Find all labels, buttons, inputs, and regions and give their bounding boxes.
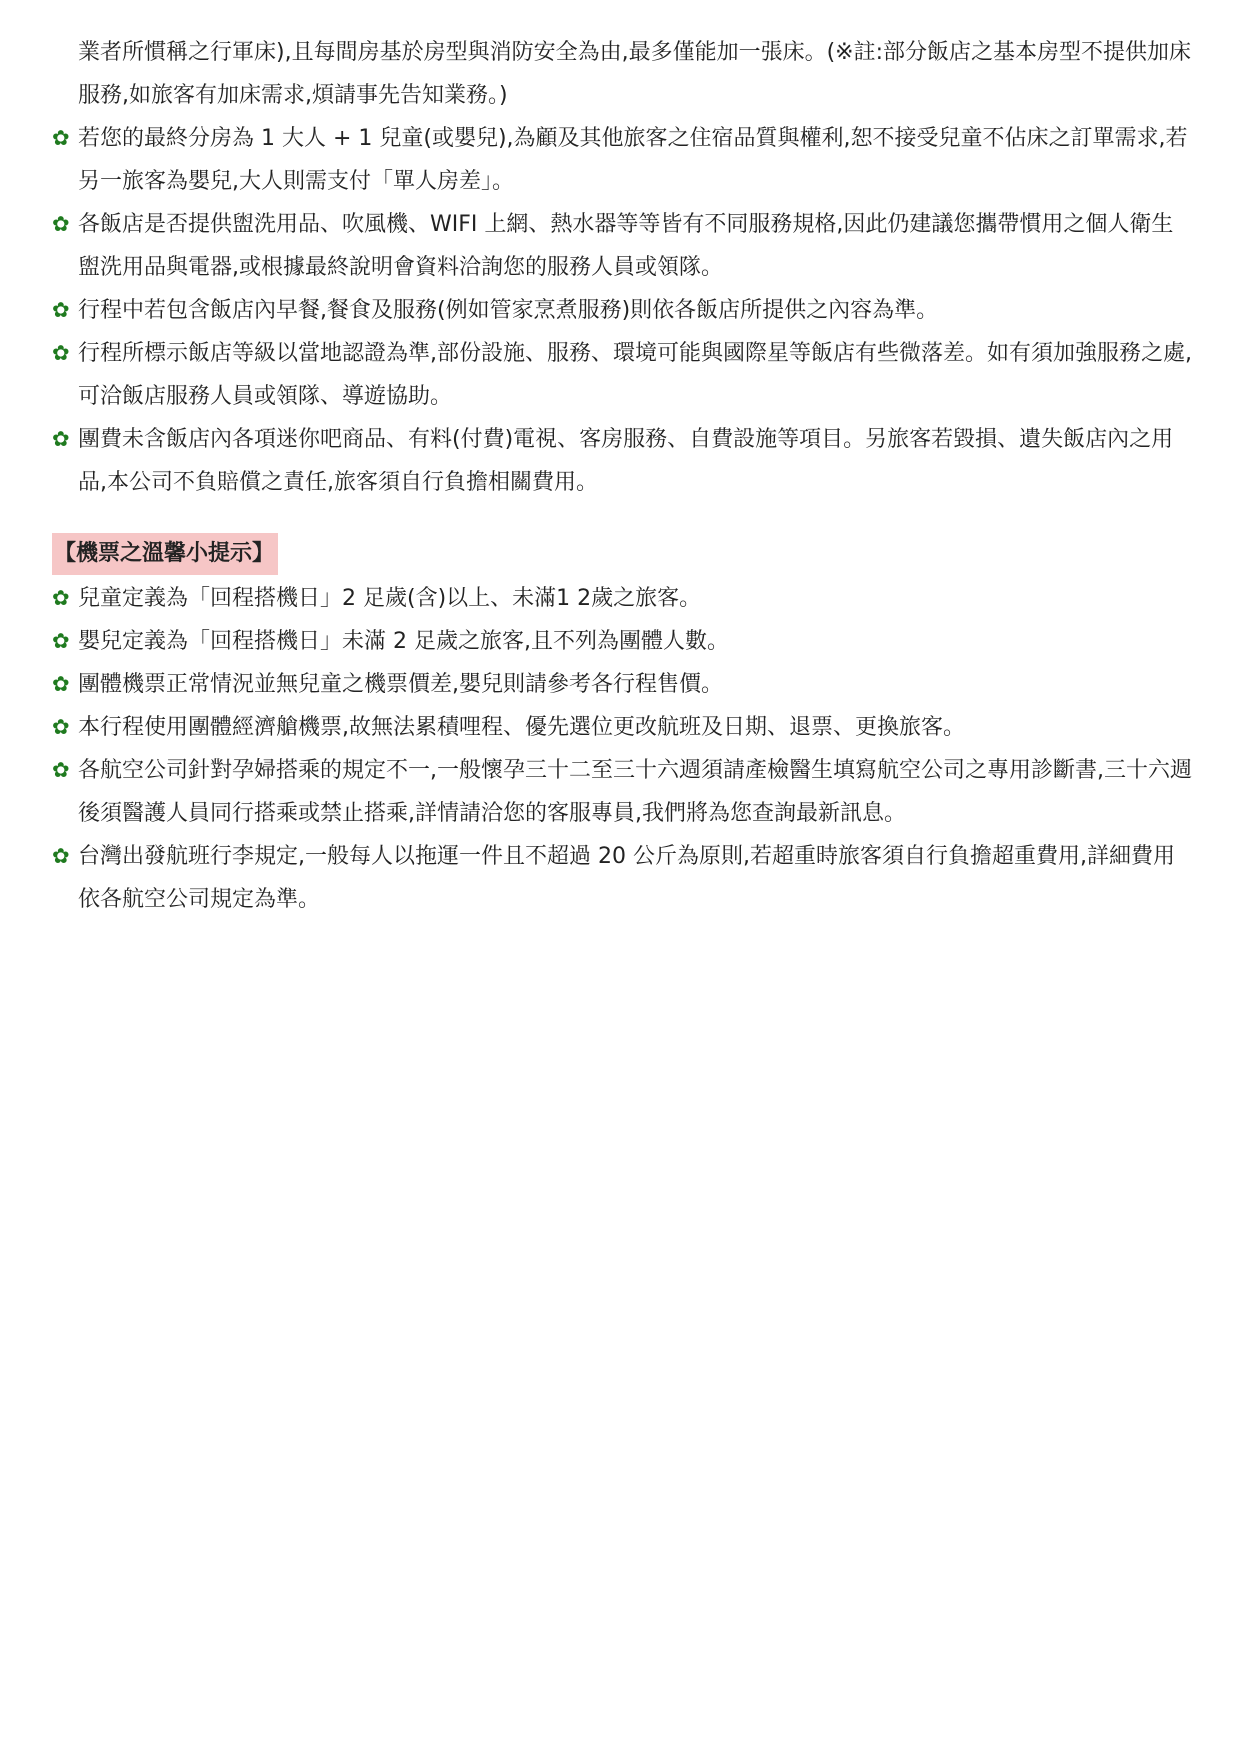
flower-bullet-icon: ✿: [52, 341, 70, 365]
flower-bullet-icon: ✿: [52, 427, 70, 451]
ticket-note-item: [52, 663, 1192, 706]
ticket-note-text: 本行程使用團體經濟艙機票,故無法累積哩程、優先選位更改航班及日期、退票、更換旅客。: [78, 715, 965, 740]
flower-bullet-icon: ✿: [52, 629, 70, 653]
hotel-note-text: 團費未含飯店內各項迷你吧商品、有料(付費)電視、客房服務、自費設施等項目。另旅客若毀損、遺失飯店內之用品,本公司不負賠償之責任,旅客須自行負擔相關費用。: [78, 427, 1174, 495]
flower-bullet-icon: ✿: [52, 672, 70, 696]
hotel-note-text: 各飯店是否提供盥洗用品、吹風機、WIFI 上網、熱水器等等皆有不同服務規格,因此仍建議您攜帶慣用之個人衛生盥洗用品與電器,或根據最終說明會資料洽詢您的服務人員或領隊。: [78, 212, 1174, 280]
hotel-note-item: [52, 289, 1192, 332]
hotel-note-item: [52, 332, 1192, 418]
flower-bullet-icon: ✿: [52, 298, 70, 322]
ticket-note-item: [52, 835, 1192, 921]
hotel-note-item: [52, 117, 1192, 203]
ticket-note-item: [52, 706, 1192, 749]
ticket-note-text: 兒童定義為「回程搭機日」2 足歲(含)以上、未滿1 2歲之旅客。: [78, 586, 702, 611]
ticket-note-item: [52, 749, 1192, 835]
hotel-note-item: [52, 203, 1192, 289]
ticket-notes-heading: 【機票之溫馨小提示】: [52, 533, 278, 575]
hotel-notes-continuation-text: 業者所慣稱之行軍床),且每間房基於房型與消防安全為由,最多僅能加一張床。(※註:部分飯店之基本房型不提供加床服務,如旅客有加床需求,煩請事先告知業務。): [78, 40, 1192, 108]
ticket-note-item: [52, 620, 1192, 663]
flower-bullet-icon: ✿: [52, 586, 70, 610]
hotel-notes-section: [52, 31, 1192, 504]
ticket-note-text: 各航空公司針對孕婦搭乘的規定不一,一般懷孕三十二至三十六週須請產檢醫生填寫航空公司之專用診斷書,三十六週後須醫護人員同行搭乘或禁止搭乘,詳情請洽您的客服專員,我們將為您查詢最新訊息。: [78, 758, 1192, 826]
hotel-note-text: 若您的最終分房為 1 大人 + 1 兒童(或嬰兒),為顧及其他旅客之住宿品質與權利,恕不接受兒童不佔床之訂單需求,若另一旅客為嬰兒,大人則需支付「單人房差」。: [78, 126, 1188, 194]
flower-bullet-icon: ✿: [52, 758, 70, 782]
ticket-note-text: 團體機票正常情況並無兒童之機票價差,嬰兒則請參考各行程售價。: [78, 672, 723, 697]
flower-bullet-icon: ✿: [52, 126, 70, 150]
ticket-note-text: 嬰兒定義為「回程搭機日」未滿 2 足歲之旅客,且不列為團體人數。: [78, 629, 729, 654]
flower-bullet-icon: ✿: [52, 212, 70, 236]
flower-bullet-icon: ✿: [52, 844, 70, 868]
flower-bullet-icon: ✿: [52, 715, 70, 739]
hotel-note-text: 行程所標示飯店等級以當地認證為準,部份設施、服務、環境可能與國際星等飯店有些微落差。如有須加強服務之處,可洽飯店服務人員或領隊、導遊協助。: [78, 341, 1192, 409]
ticket-note-text: 台灣出發航班行李規定,一般每人以拖運一件且不超過 20 公斤為原則,若超重時旅客須自行負擔超重費用,詳細費用依各航空公司規定為準。: [78, 844, 1175, 912]
hotel-note-text: 行程中若包含飯店內早餐,餐食及服務(例如管家烹煮服務)則依各飯店所提供之內容為準。: [78, 298, 939, 323]
ticket-notes-section: [52, 533, 1192, 921]
ticket-note-item: [52, 577, 1192, 620]
hotel-note-item: [52, 418, 1192, 504]
